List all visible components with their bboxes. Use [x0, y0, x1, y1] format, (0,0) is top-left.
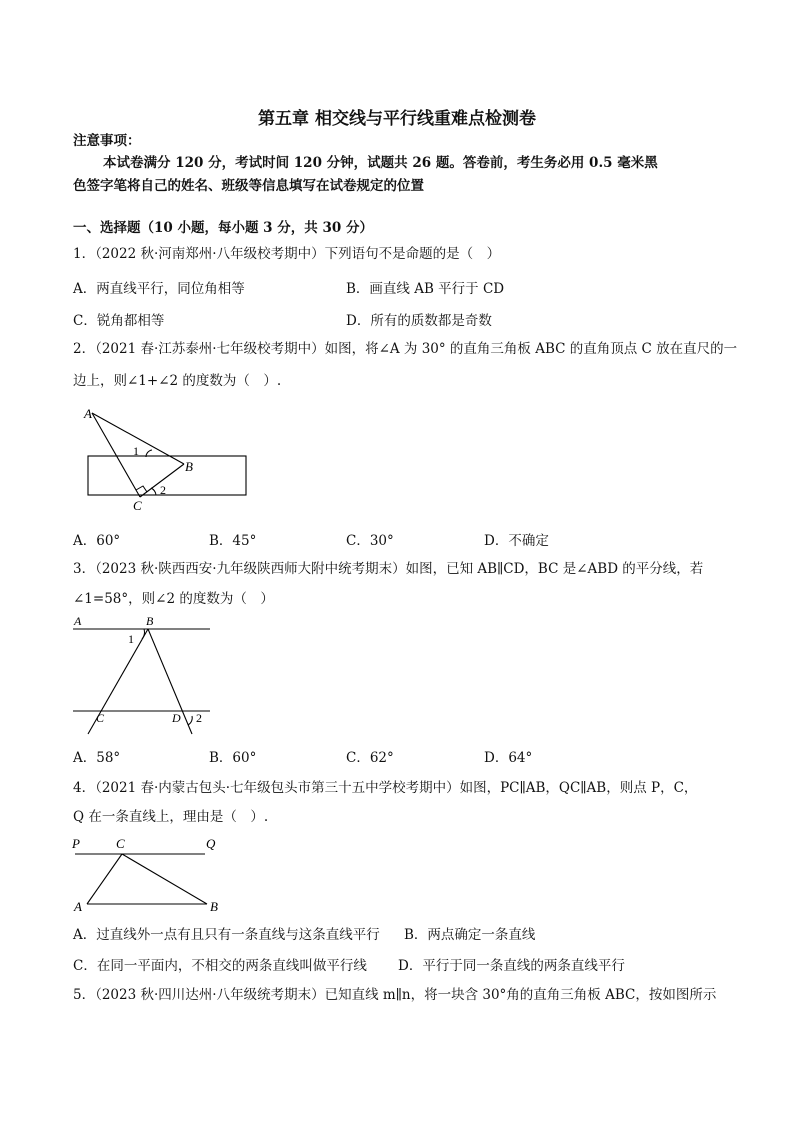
question-2-option-c: C．30°	[346, 533, 394, 549]
question-5-stem-line-1: 5．（2023 秋·四川达州·八年级统考期末）已知直线 m∥n，将一块含 30°角的直角三角板 ABC，按如图所示	[73, 987, 717, 1003]
label-angle-1: 1	[133, 444, 139, 458]
label-angle-1: 1	[128, 632, 134, 646]
question-3-stem-line-1: 3．（2023 秋·陕西西安·九年级陕西师大附中统考期末）如图，已知 AB∥CD，BC 是∠ABD 的平分线，若	[73, 561, 704, 577]
question-2-stem-line-1: 2．（2021 春·江苏泰州·七年级校考期中）如图，将∠A 为 30° 的直角三角板 ABC 的直角顶点 C 放在直尺的一	[73, 341, 738, 357]
label-a: A	[84, 406, 92, 421]
label-angle-2: 2	[196, 711, 202, 725]
section-heading: 一、选择题（10 小题，每小题 3 分，共 30 分）	[73, 220, 373, 236]
question-3-stem-line-2: ∠1=58°，则∠2 的度数为（ ）	[73, 591, 274, 607]
question-3-option-a: A．58°	[73, 750, 121, 766]
question-4-option-b: B．两点确定一条直线	[404, 927, 536, 943]
label-angle-2: 2	[160, 483, 166, 497]
label-d: D	[172, 711, 181, 725]
question-4-option-a: A．过直线外一点有且只有一条直线与这条直线平行	[73, 927, 380, 943]
label-b: B	[210, 899, 218, 912]
question-1-option-a: A．两直线平行，同位角相等	[73, 281, 245, 297]
line-bd	[148, 629, 192, 734]
notice-line-1: 本试卷满分 120 分，考试时间 120 分钟，试题共 26 题。答卷前，考生务必用 0.5 毫米黑	[103, 155, 658, 171]
label-q: Q	[206, 836, 216, 851]
question-4-option-d: D．平行于同一条直线的两条直线平行	[398, 958, 625, 974]
question-3-option-c: C．62°	[346, 750, 394, 766]
label-c: C	[96, 711, 105, 725]
angle-2-arc	[188, 716, 192, 725]
question-4-stem-line-1: 4．（2021 春·内蒙古包头·七年级包头市第三十五中学校考期中）如图，PC∥AB，QC∥AB，则点 P，C，	[73, 780, 698, 796]
label-b: B	[185, 459, 193, 474]
question-3-option-d: D．64°	[484, 750, 533, 766]
question-3-figure	[70, 612, 215, 736]
label-p: P	[72, 836, 80, 851]
segment-ca	[87, 854, 122, 904]
angle-1-arc	[142, 629, 144, 639]
label-b: B	[146, 614, 154, 628]
question-1-option-d: D．所有的质数都是奇数	[346, 313, 492, 329]
notice-line-2: 色签字笔将自己的姓名、班级等信息填写在试卷规定的位置	[73, 178, 424, 194]
question-2-figure	[80, 405, 255, 515]
label-c: C	[133, 498, 142, 513]
segment-cb	[122, 854, 207, 904]
right-angle-mark	[136, 486, 147, 492]
label-a: A	[74, 899, 82, 912]
question-4-stem-line-2: Q 在一条直线上，理由是（ ）.	[73, 809, 269, 825]
question-2-stem-line-2: 边上，则∠1+∠2 的度数为（ ）.	[73, 373, 282, 389]
question-4-option-c: C．在同一平面内，不相交的两条直线叫做平行线	[73, 958, 367, 974]
ruler	[88, 456, 246, 495]
question-4-figure	[70, 832, 230, 912]
question-2-option-d: D．不确定	[484, 533, 549, 549]
page-title: 第五章 相交线与平行线重难点检测卷	[258, 109, 536, 129]
question-1-stem: 1．（2022 秋·河南郑州·八年级校考期中）下列语句不是命题的是（ ）	[73, 246, 501, 262]
notice-heading: 注意事项：	[73, 133, 141, 149]
angle-2-arc	[151, 488, 156, 495]
label-a: A	[74, 614, 82, 628]
question-1-option-b: B．画直线 AB 平行于 CD	[346, 281, 505, 297]
question-2-option-a: A．60°	[73, 533, 121, 549]
label-c: C	[116, 836, 125, 851]
question-3-option-b: B．60°	[209, 750, 257, 766]
question-1-option-c: C．锐角都相等	[73, 313, 165, 329]
question-2-option-b: B．45°	[209, 533, 257, 549]
